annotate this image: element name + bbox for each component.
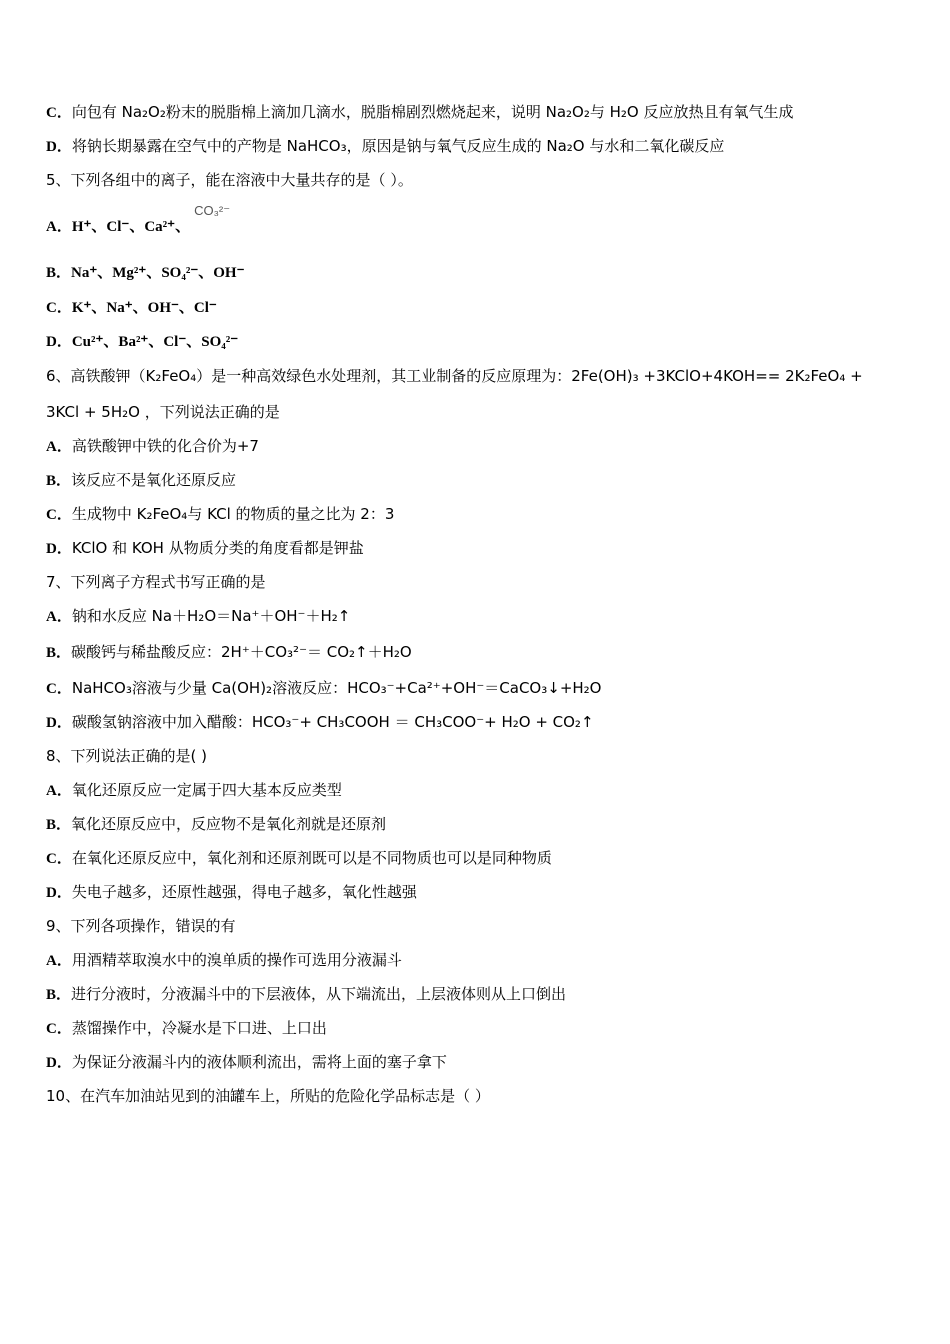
line-q9-option-d	[46, 1052, 447, 1073]
option-label: B．	[46, 265, 72, 281]
question-text: 3KCl + 5H₂O ，下列说法正确的是	[46, 403, 280, 421]
option-label: C．	[46, 300, 72, 316]
option-text: Na⁺、Mg²⁺、SO₄²⁻、OH⁻	[71, 265, 245, 281]
question-7-stem	[46, 572, 266, 592]
option-label: B．	[46, 473, 72, 489]
line-q6-option-c	[46, 504, 394, 525]
line-q8-option-b	[46, 814, 386, 835]
option-text: 在氧化还原反应中，氧化剂和还原剂既可以是不同物质也可以是同种物质	[71, 849, 552, 867]
line-q5-option-c	[46, 297, 217, 318]
option-label: A．	[46, 439, 72, 455]
question-6-stem-cont	[46, 402, 280, 422]
line-q8-option-a	[46, 780, 342, 801]
option-text: 氧化还原反应中，反应物不是氧化剂就是还原剂	[71, 815, 387, 833]
line-q5-option-a	[46, 203, 231, 237]
option-text: 高铁酸钾中铁的化合价为+7	[71, 437, 259, 455]
option-label: D．	[46, 715, 72, 731]
question-text: 9、下列各项操作，错误的有	[46, 917, 236, 935]
option-text: 为保证分液漏斗内的液体顺利流出，需将上面的塞子拿下	[71, 1053, 447, 1071]
option-text: 将钠长期暴露在空气中的产物是 NaHCO₃，原因是钠与氧气反应生成的 Na₂O 与水和二氧化碳反应	[71, 137, 725, 155]
line-q4-option-c	[46, 102, 794, 123]
carbonate-ion-formula: CO₃²⁻	[194, 203, 231, 218]
option-label: A．	[46, 953, 72, 969]
question-6-stem	[46, 366, 863, 386]
option-text: H⁺、Cl⁻、Ca²⁺、	[71, 219, 191, 235]
option-text: NaHCO₃溶液与少量 Ca(OH)₂溶液反应：HCO₃⁻+Ca²⁺+OH⁻＝CaCO₃↓+H₂O	[71, 679, 602, 697]
option-label: C．	[46, 681, 72, 697]
option-text: 进行分液时，分液漏斗中的下层液体，从下端流出，上层液体则从上口倒出	[71, 985, 567, 1003]
option-text: K⁺、Na⁺、OH⁻、Cl⁻	[71, 300, 217, 316]
option-label: D．	[46, 334, 72, 350]
line-q8-option-d	[46, 882, 417, 903]
option-label: D．	[46, 1055, 72, 1071]
option-text: KClO 和 KOH 从物质分类的角度看都是钾盐	[71, 539, 364, 557]
option-text: 失电子越多，还原性越强，得电子越多，氧化性越强	[71, 883, 417, 901]
question-text: 8、下列说法正确的是( )	[46, 747, 208, 765]
question-8-stem	[46, 746, 207, 766]
option-text: 用酒精萃取溴水中的溴单质的操作可选用分液漏斗	[71, 951, 402, 969]
option-label: B．	[46, 987, 72, 1003]
line-q4-option-d	[46, 136, 724, 157]
line-q5-option-b	[46, 262, 245, 283]
line-q6-option-a	[46, 436, 259, 457]
question-text: 10、在汽车加油站见到的油罐车上，所贴的危险化学品标志是（ ）	[46, 1087, 490, 1105]
option-text: 蒸馏操作中，冷凝水是下口进、上口出	[71, 1019, 327, 1037]
option-text: Cu²⁺、Ba²⁺、Cl⁻、SO₄²⁻	[71, 334, 239, 350]
line-q5-option-d	[46, 331, 238, 352]
question-10-stem	[46, 1086, 490, 1106]
option-label: D．	[46, 541, 72, 557]
line-q7-option-d	[46, 712, 594, 733]
option-label: C．	[46, 105, 72, 121]
line-q9-option-c	[46, 1018, 327, 1039]
line-q7-option-c	[46, 678, 602, 699]
option-text: 钠和水反应 Na＋H₂O＝Na⁺＋OH⁻＋H₂↑	[71, 607, 351, 625]
option-label: A．	[46, 219, 72, 235]
question-text: 5、下列各组中的离子，能在溶液中大量共存的是（ ）。	[46, 171, 413, 189]
line-q9-option-b	[46, 984, 566, 1005]
line-q8-option-c	[46, 848, 552, 869]
option-label: A．	[46, 783, 72, 799]
option-text: 该反应不是氧化还原反应	[71, 471, 237, 489]
question-text: 7、下列离子方程式书写正确的是	[46, 573, 266, 591]
question-5-stem	[46, 170, 413, 190]
line-q6-option-b	[46, 470, 236, 491]
option-text: 碳酸钙与稀盐酸反应：2H⁺＋CO₃²⁻＝ CO₂↑＋H₂O	[71, 643, 412, 661]
option-text: 向包有 Na₂O₂粉末的脱脂棉上滴加几滴水，脱脂棉剧烈燃烧起来，说明 Na₂O₂与 H₂O 反应放热且有氧气生成	[71, 103, 794, 121]
option-label: C．	[46, 507, 72, 523]
option-label: C．	[46, 851, 72, 867]
question-text: 6、高铁酸钾（K₂FeO₄）是一种高效绿色水处理剂，其工业制备的反应原理为：2Fe(OH)₃ +3KClO+4KOH== 2K₂FeO₄ +	[46, 367, 863, 385]
option-text: 氧化还原反应一定属于四大基本反应类型	[71, 781, 342, 799]
line-q7-option-a	[46, 606, 350, 627]
option-text: 生成物中 K₂FeO₄与 KCl 的物质的量之比为 2：3	[71, 505, 395, 523]
line-q6-option-d	[46, 538, 364, 559]
option-text: 碳酸氢钠溶液中加入醋酸：HCO₃⁻+ CH₃COOH ＝ CH₃COO⁻+ H₂O + CO₂↑	[71, 713, 594, 731]
question-9-stem	[46, 916, 236, 936]
option-label: D．	[46, 885, 72, 901]
option-label: B．	[46, 645, 72, 661]
line-q9-option-a	[46, 950, 402, 971]
option-label: A．	[46, 609, 72, 625]
line-q7-option-b	[46, 642, 412, 663]
option-label: B．	[46, 817, 72, 833]
option-label: C．	[46, 1021, 72, 1037]
option-label: D．	[46, 139, 72, 155]
